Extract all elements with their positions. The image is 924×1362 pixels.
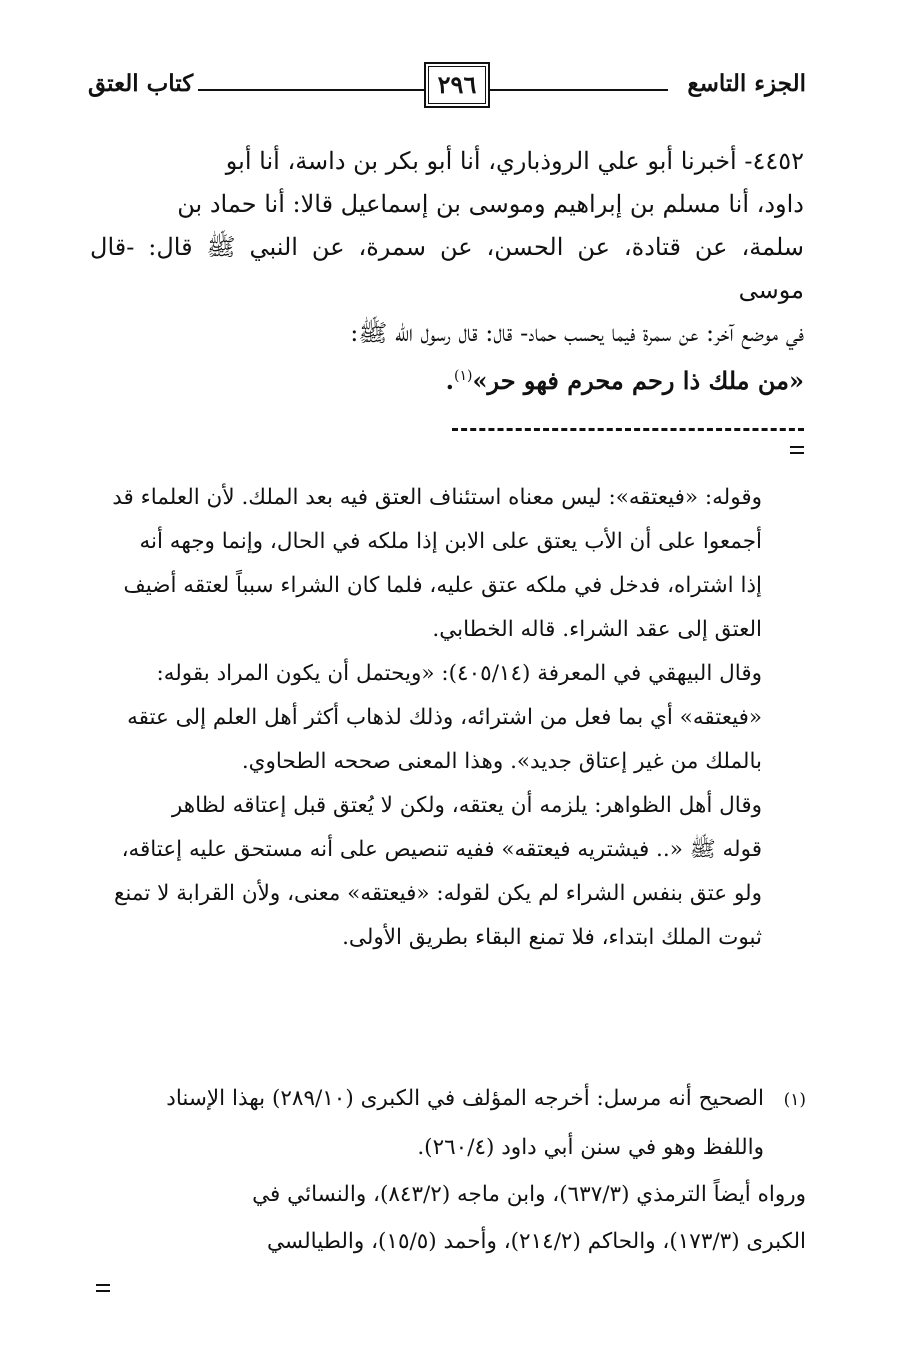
continuation-mark	[96, 1284, 110, 1294]
commentary-line: بالملك من غير إعتاق جديد». وهذا المعنى صححه الطحاوي.	[241, 749, 762, 774]
continuation-mark	[790, 446, 804, 456]
main-text	[90, 140, 804, 402]
commentary-line: العتق إلى عقد الشراء. قاله الخطابي.	[432, 617, 762, 642]
main-line: في موضع آخر: عن سمرة فيما يحسب حماد- قال: قال رسول الله ﷺ:	[350, 319, 804, 347]
hadith-text-line	[90, 355, 804, 402]
main-line: سلمة، عن قتادة، عن الحسن، عن سمرة، عن النبي ﷺ قال: -قال موسى	[90, 233, 804, 304]
footnotes	[94, 1075, 806, 1265]
main-line: داود، أنا مسلم بن إبراهيم وموسى بن إسماعيل قالا: أنا حماد بن	[177, 190, 804, 218]
hadith-text: «من ملك ذا رحم محرم فهو حر»	[472, 366, 804, 395]
commentary	[94, 476, 762, 960]
footnote-line	[94, 1075, 806, 1124]
footnote-separator	[452, 428, 804, 431]
commentary-line: أجمعوا على أن الأب يعتق على الابن إذا ملكه في الحال، وإنما وجهه أنه	[139, 529, 762, 554]
header-rule-right	[488, 89, 668, 91]
footnote-line: ورواه أيضاً الترمذي (٦٣٧/٣)، وابن ماجه (٨٤٣/٢)، والنسائي في	[252, 1182, 806, 1207]
hadith-period: .	[445, 366, 455, 395]
chapter-title: كتاب العتق	[88, 70, 194, 97]
commentary-line: إذا اشتراه، فدخل في ملكه عتق عليه، فلما كان الشراء سبباً لعتقه أضيف	[123, 573, 762, 598]
volume-title: الجزء التاسع	[687, 70, 806, 97]
commentary-line: وقال البيهقي في المعرفة (٤٠٥/١٤): «ويحتمل أن يكون المراد بقوله:	[156, 661, 762, 686]
footnote-line: واللفظ وهو في سنن أبي داود (٢٦٠/٤).	[417, 1135, 764, 1160]
page-number-box: ٢٩٦	[424, 62, 490, 108]
commentary-line: «فيعتقه» أي بما فعل من اشترائه، وذلك لذهاب أكثر أهل العلم إلى عتقه	[127, 705, 762, 730]
main-line: ٤٤٥٢- أخبرنا أبو علي الروذباري، أنا أبو بكر بن داسة، أنا أبو	[225, 147, 804, 175]
footnote-line: الكبرى (١٧٣/٣)، والحاكم (٢١٤/٢)، وأحمد (١٥/٥)، والطيالسي	[267, 1229, 806, 1254]
commentary-line: ولو عتق بنفس الشراء لم يكن لقوله: «فيعتقه» معنى، ولأن القرابة لا تمنع	[113, 881, 762, 906]
footnote-number: (١)	[783, 1090, 806, 1110]
commentary-line: ثبوت الملك ابتداء، فلا تمنع البقاء بطريق الأولى.	[342, 925, 762, 950]
commentary-line: وقال أهل الظواهر: يلزمه أن يعتقه، ولكن لا يُعتق قبل إعتاقه لظاهر	[171, 793, 762, 818]
commentary-line: قوله ﷺ «.. فيشتريه فيعتقه» ففيه تنصيص على أنه مستحق عليه إعتاقه،	[121, 837, 762, 862]
commentary-line: وقوله: «فيعتقه»: ليس معناه استئناف العتق فيه بعد الملك. لأن العلماء قد	[112, 485, 762, 510]
running-header	[88, 62, 806, 116]
header-rule-left	[198, 89, 424, 91]
footnote-marker: (١)	[454, 368, 473, 384]
footnote-text: الصحيح أنه مرسل: أخرجه المؤلف في الكبرى (٢٨٩/١٠) بهذا الإسناد	[166, 1086, 764, 1111]
